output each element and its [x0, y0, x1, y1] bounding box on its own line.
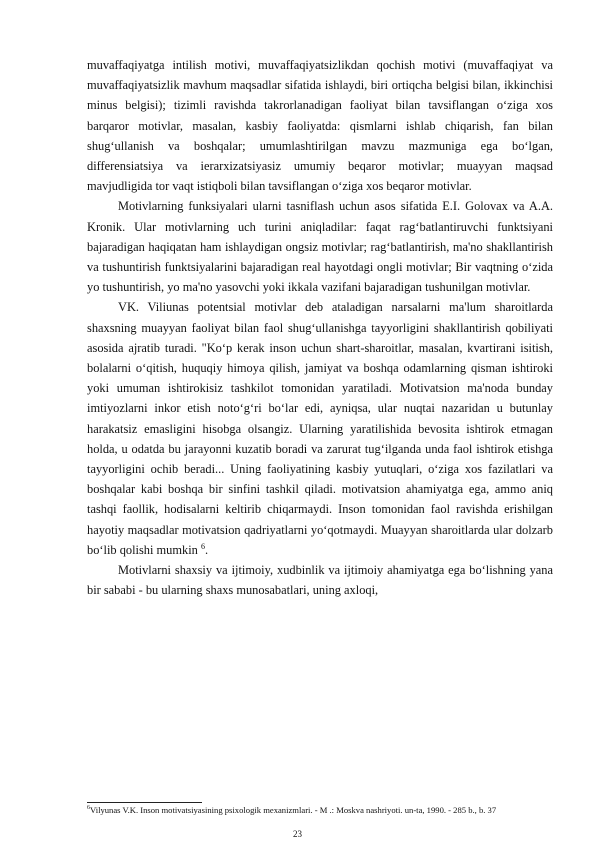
- paragraph-1: muvaffaqiyatga intilish motivi, muvaffaqiyatsizlikdan qochish motivi (muvaffaqiyat va muvaffaqiyatsizlik mavhum maqsadlar sifatida ishlaydi, biri ortiqcha belgisi bilan, ikkinchisi minus belgisi); tizimli ravishda takrorlanadigan faoliyat bilan tavsiflangan o‘ziga xos barqaror motivlar, masalan, kasbiy faoliyatda: qismlarni ishlab chiqarish, fan bilan shug‘ullanish va boshqalar; umumlashtirilgan mavzu mazmuniga ega bo‘lgan, differensiatsiya va ierarxizatsiyasiz umumiy beqaror motivlar; muayyan maqsad mavjudligida tor vaqt istiqboli bilan tavsiflangan o‘ziga xos beqaror motivlar.: [87, 58, 553, 194]
- footnote: [87, 804, 553, 817]
- footnote-mark: 6: [87, 805, 90, 812]
- page-number: 23: [293, 829, 302, 839]
- footnote-reference[interactable]: 6: [200, 541, 205, 551]
- footnote-separator: [87, 802, 202, 803]
- paragraph-2: Motivlarning funksiyalari ularni tasniflash uchun asos sifatida E.I. Golovax va A.A. Kronik. Ular motivlarning uch turini aniqladilar: faqat rag‘batlantiruvchi funktsiyani bajaradigan haqiqatan ham ishlaydigan ongsiz motivlar; rag‘batlantirish, ma'no shakllantirish va tushuntirish funktsiyalarini bajaradigan real hayotdagi ongli motivlar; Bir vaqtning o‘zida yo tushuntirish, yo ma'no yasovchi yoki ikkala vazifani bajaradigan tushunilgan motivlar.: [87, 199, 553, 295]
- page-body: [87, 55, 553, 600]
- paragraph-3: [87, 297, 553, 560]
- paragraph-3-text: VK. Viliunas potentsial motivlar deb ataladigan narsalarni ma'lum sharoitlarda shaxsning muayyan faoliyat bilan faol shug‘ullanishga tayyorligini shakllantirish qobiliyati asosida ajratib turadi. "Ko‘p kerak inson uchun shart-sharoitlar, masalan, kvartirani isitish, bolalarni o‘qitish, huquqiy himoya qilish, jamiyat va boshqa odamlarning qisman ishtiroki yoki umuman ishtirokisiz tashkilot tomonidan yaratiladi. Motivatsion ma'noda bunday imtiyozlarni inkor etish noto‘g‘ri bo‘lar edi, ayniqsa, ular nuqtai nazaridan u butunlay harakatsiz emasligini hisobga olsangiz. Ularning yaratilishida bevosita ishtirok etmagan holda, u odatda bu jarayonni kuzatib boradi va zarurat tug‘ilganda unda faol ishtirok etishga tayyorligini ochib beradi... Uning faoliyatining kasbiy yutuqlari, o‘ziga xos fazilatlari va boshqalar kabi boshqa bir sinfini tashkil qiladi. motivatsion ahamiyatga ega, ammo aniq tashqi faollik, hodisalarni keltirib chiqarmaydi. Inson tomonidan faol ravishda erishilgan hayotiy maqsadlar motivatsion qadriyatlarni yo‘qotmaydi. Muayyan sharoitlarda ular dolzarb bo‘lib qolishi mumkin: [87, 300, 553, 557]
- paragraph-3-end: .: [204, 542, 209, 557]
- paragraph-4: Motivlarni shaxsiy va ijtimoiy, xudbinlik va ijtimoiy ahamiyatga ega bo‘lishning yana bir sababi - bu ularning shaxs munosabatlari, uning axloqi,: [87, 563, 553, 598]
- footnote-text: Vilyunas V.K. Inson motivatsiyasining psixologik mexanizmlari. - M .: Moskva nashriyoti. un-ta, 1990. - 285 b., b. 37: [90, 805, 497, 815]
